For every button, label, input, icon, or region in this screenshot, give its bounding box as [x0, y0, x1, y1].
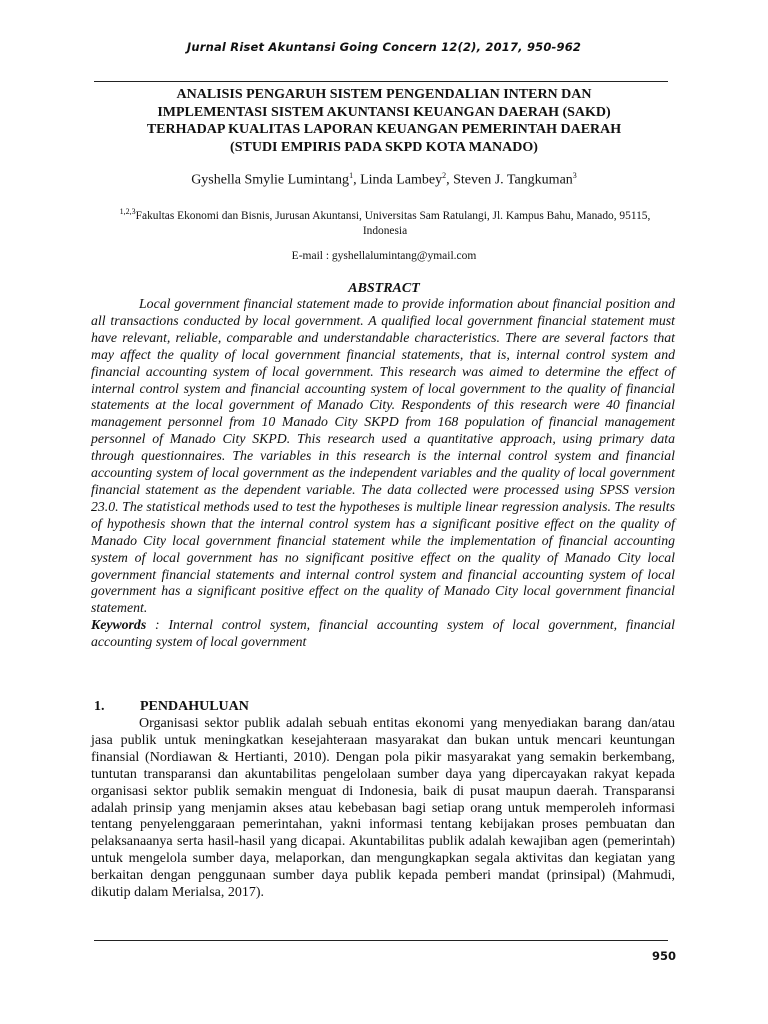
footer-rule [94, 940, 668, 941]
keywords-text: : Internal control system, financial accounting system of local government, financial accounting system of local government [91, 617, 675, 650]
author-name: Linda Lambey [360, 172, 443, 188]
running-header: Jurnal Riset Akuntansi Going Concern 12(2), 2017, 950-962 [186, 40, 582, 54]
author-email: E-mail : gyshellalumintang@ymail.com [291, 250, 477, 262]
abstract [91, 296, 675, 651]
section-body [91, 716, 675, 902]
title-line: ANALISIS PENGARUH SISTEM PENGENDALIAN INTERN DAN [176, 87, 592, 102]
author-separator: , [353, 172, 361, 188]
section-title: PENDAHULUAN [140, 699, 249, 714]
author-name: Steven J. Tangkuman [453, 172, 573, 188]
author-list [0, 171, 768, 189]
title-line: (STUDI EMPIRIS PADA SKPD KOTA MANADO) [230, 139, 538, 155]
title-line: TERHADAP KUALITAS LAPORAN KEUANGAN PEMERINTAH DAERAH [146, 122, 622, 137]
affiliation-text: Fakultas Ekonomi dan Bisnis, Jurusan Akuntansi, Universitas Sam Ratulangi, Jl. Kampus Bahu, Manado, 95115, Indonesia [135, 209, 651, 237]
title-line: IMPLEMENTASI SISTEM AKUNTANSI KEUANGAN DAERAH (SAKD) [157, 104, 611, 120]
section-number: 1. [94, 699, 105, 714]
keywords [91, 617, 675, 651]
affiliation-mark: 1,2,3 [119, 207, 136, 216]
abstract-text: Local government financial statement made to provide information about financial position and all transactions conducted by local government. A qualified local government financial statement must have relevant, reliable, comparable and understandable characteristics. There are several factors that may affect the quality of local government financial statements, that is, internal control system and financial accounting system of local government. This research was aimed to determine the effect of internal control system and financial accounting system of local government to the quality of financial statements at the local government of Manado City. Respondents of this research were 40 financial management personnel from 10 Manado City SKPD from 168 population of financial management personnel of Manado City SKPD. This research used a quantitative approach, using primary data through questionnaires. The variables in this research is the internal control system and financial accounting system of local government as the independent variables and the quality of local government financial statement as the dependent variable. The data collected were processed using SPSS version 23.0. The statistical methods used to test the hypotheses is multiple linear regression analysis. The results of hypothesis shown that the internal control system has a significant positive effect on the quality of Manado City local government financial statement while the implementation of financial accounting system of local government has no significant positive effect on the quality of Manado City local government financial statements and internal control system and financial accounting system of local government has a significant positive effect on the quality of Manado City local government financial statement. [91, 296, 675, 616]
author-affiliation-mark: 2 [442, 171, 447, 180]
header-rule [94, 81, 668, 82]
affiliation [98, 204, 672, 239]
section-heading [94, 699, 249, 715]
author-affiliation-mark: 1 [349, 171, 354, 180]
author-affiliation-mark: 3 [572, 171, 577, 180]
page-number: 950 [651, 949, 676, 963]
keywords-label: Keywords [91, 617, 147, 633]
author-separator: , [446, 172, 454, 188]
abstract-heading: ABSTRACT [348, 281, 420, 296]
paragraph: Organisasi sektor publik adalah sebuah entitas ekonomi yang menyediakan barang dan/atau jasa publik untuk meningkatkan kesejahteraan masyarakat dan bukan untuk mencari keuntungan finansial (Nordiawan & Hertianti, 2010). Dengan pola pikir masyarakat yang semakin berkembang, tuntutan transparansi dan akuntabilitas pengelolaan sumber daya yang dipercayakan rakyat kepada organisasi sektor publik semakin menguat di Indonesia, baik di pusat maupun daerah. Transparansi adalah prinsip yang menjamin akses atau kebebasan bagi setiap orang untuk memperoleh informasi tentang penyelenggaraan pemerintahan, yakni informasi tentang kebijakan proses pembuatan dan pelaksanaanya serta hasil-hasil yang dicapai. Akuntabilitas publik adalah kewajiban agen (pemerintah) untuk mengelola sumber daya, melaporkan, dan mengungkapkan segala aktivitas dan kegiatan yang berkaitan dengan penggunaan sumber daya publik kepada pemberi mandat (prinsipal) (Mahmudi, dikutip dalam Merialsa, 2017). [91, 716, 675, 901]
author-name: Gyshella Smylie Lumintang [191, 172, 350, 188]
paper-title [90, 86, 678, 156]
